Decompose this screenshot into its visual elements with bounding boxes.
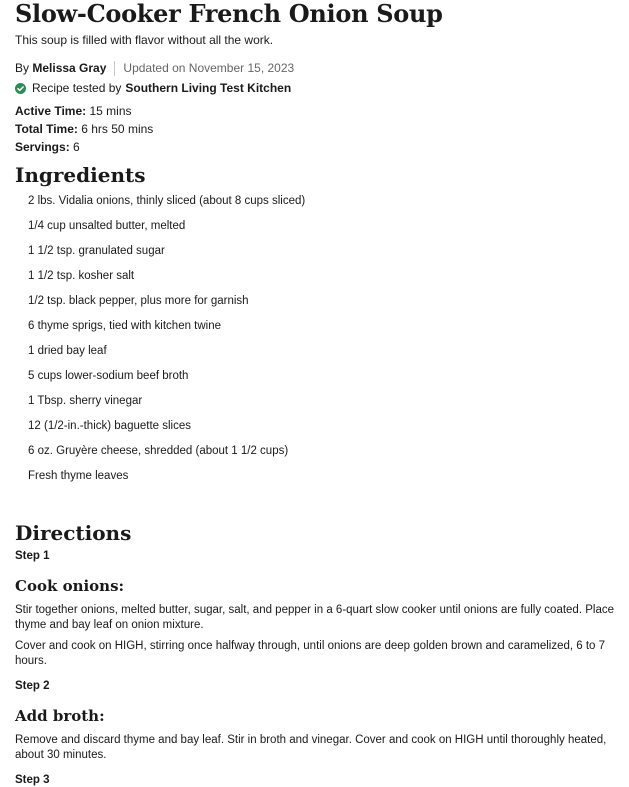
byline-by: By [15,61,30,75]
byline [15,61,614,76]
ingredients-list [15,194,614,484]
ingredient-item: 1/2 tsp. black pepper, plus more for garnish [28,295,249,307]
recipe-title: Slow-Cooker French Onion Soup [15,0,443,28]
ingredient-item: 6 thyme sprigs, tied with kitchen twine [28,320,222,332]
directions-heading: Directions [15,521,132,545]
step-1-title: Cook onions: [15,577,125,595]
ingredient-item: 5 cups lower-sodium beef broth [28,370,189,382]
step-1-paragraph-2: Cover and cook on HIGH, stirring once halfway through, until onions are deep golden brown and caramelized, 6 to 7 hours. [15,640,606,667]
ingredient-item: 6 oz. Gruyère cheese, shredded (about 1 1/2 cups) [28,445,289,457]
active-time-value: 15 mins [89,104,132,118]
ingredient-item: 12 (1/2-in.-thick) baguette slices [28,420,191,432]
recipe-meta [15,104,614,155]
tester-link[interactable]: Southern Living Test Kitchen [125,81,292,95]
ingredients-heading: Ingredients [15,163,146,187]
recipe-subtitle: This soup is filled with flavor without all the work. [15,33,274,47]
ingredient-item: 1 1/2 tsp. kosher salt [28,270,135,282]
active-time-label: Active Time: [15,104,87,118]
byline-divider [114,61,115,76]
total-time-value: 6 hrs 50 mins [81,122,154,136]
step-1-label: Step 1 [15,550,50,562]
active-time [15,104,614,119]
author-link[interactable]: Melissa Gray [32,61,107,75]
updated-date: Updated on November 15, 2023 [123,61,295,75]
total-time-label: Total Time: [15,122,78,136]
step-2-paragraph-1: Remove and discard thyme and bay leaf. Stir in broth and vinegar. Cover and cook on HIGH until thoroughly heated, about 30 minutes. [15,734,607,761]
total-time [15,122,614,137]
servings-label: Servings: [15,140,70,154]
servings [15,140,614,155]
step-1-paragraph-1: Stir together onions, melted butter, sugar, salt, and pepper in a 6-quart slow cooker until onions are fully coated. Place thyme and bay leaf on onion mixture. [15,604,614,631]
check-badge-icon [15,83,26,94]
ingredient-item: 1 Tbsp. sherry vinegar [28,395,143,407]
servings-value: 6 [73,140,80,154]
ingredient-item: 2 lbs. Vidalia onions, thinly sliced (about 8 cups sliced) [28,195,306,207]
ingredient-item: Fresh thyme leaves [28,470,129,482]
ingredient-item: 1 1/2 tsp. granulated sugar [28,245,165,257]
tested-line [15,81,614,96]
tested-text: Recipe tested by [32,81,122,95]
step-3-label: Step 3 [15,774,50,786]
step-2-label: Step 2 [15,680,50,692]
ingredient-item: 1/4 cup unsalted butter, melted [28,220,186,232]
step-2-title: Add broth: [15,707,105,725]
ingredient-item: 1 dried bay leaf [28,345,107,357]
